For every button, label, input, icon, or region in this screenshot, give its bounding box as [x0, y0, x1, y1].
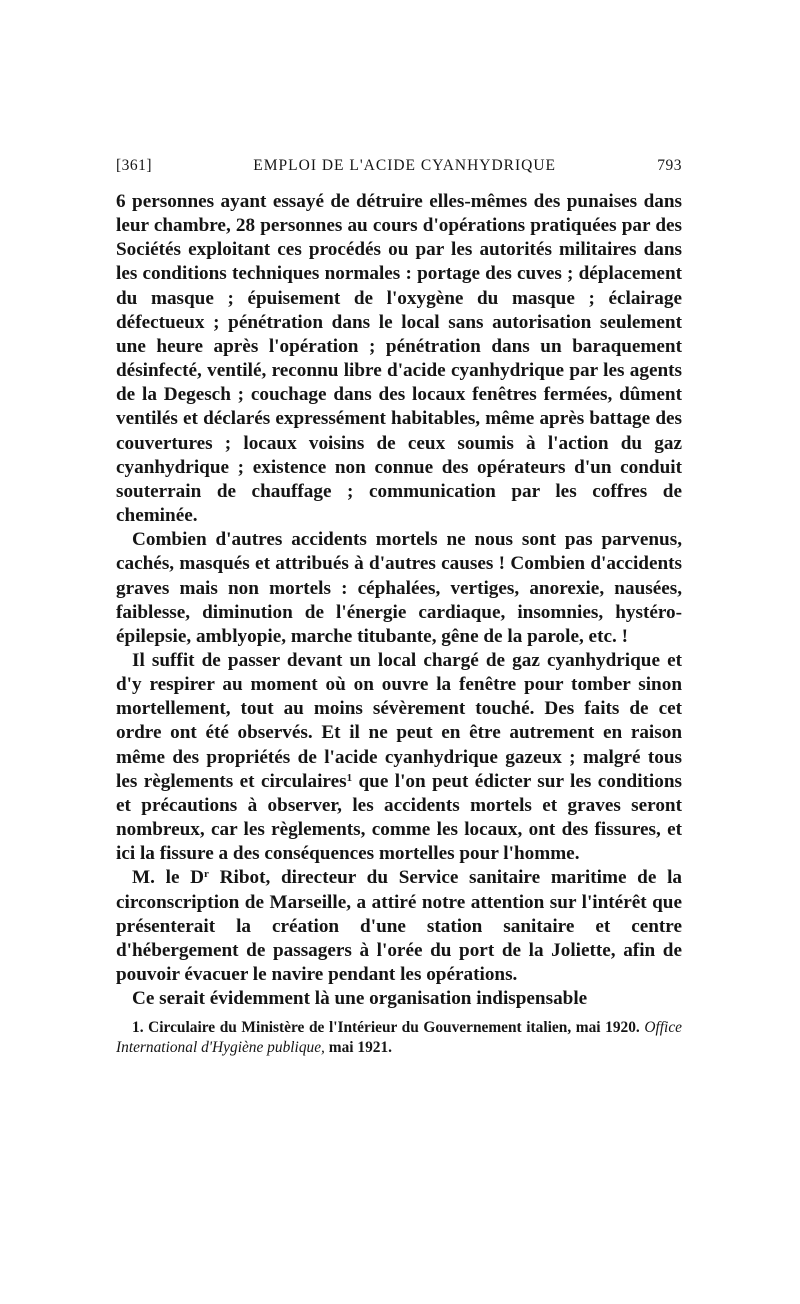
doctor-abbreviation: r [204, 868, 209, 881]
paragraph-4 [116, 866, 682, 987]
paragraph-3-continued: que l'on peut édicter sur les conditions et précautions à observer, les accidents mortels et graves seront nombreux, car les règlements, comme les locaux, ont des fissures, et ici la fissure a des conséquences mortelles pour l'homme. [116, 770, 682, 865]
paragraph-4-lead: M. le D [132, 867, 205, 889]
page-number: 793 [657, 157, 682, 174]
book-page [116, 155, 682, 1058]
footnote-date: mai 1921. [328, 1039, 393, 1057]
paragraph-3-text: Il suffit de passer devant un local chargé de gaz cyanhydrique et d'y respirer au moment où on ouvre la fenêtre pour tomber sinon mortellement, tout au moins sévèrement touché. Des faits de cet ordre ont été observés. Et il ne peut en être autrement en raison même des propriétés de l'acide cyanhydrique gazeux ; malgré tous les règlements et circulaires [116, 649, 682, 792]
footnote-marker: 1 [346, 771, 353, 784]
paragraph-5: Ce serait évidemment là une organisation indispensable [132, 988, 588, 1010]
page-reference: [361] [116, 157, 153, 174]
footnote [116, 1018, 682, 1058]
footnote-number: 1. [132, 1019, 144, 1037]
body-text [116, 190, 682, 1011]
chapter-title: EMPLOI DE L'ACIDE CYANHYDRIQUE [253, 157, 557, 174]
running-head [116, 155, 682, 177]
footnote-source: Office International d'Hygiène publique, [116, 1019, 682, 1057]
paragraph-3 [116, 649, 682, 866]
footnote-text: Circulaire du Ministère de l'Intérieur du Gouvernement italien, mai 1920. [148, 1019, 640, 1037]
paragraph-4-text: Ribot, directeur du Service sanitaire maritime de la circonscription de Marseille, a attiré notre attention sur l'intérêt que présenterait la création d'une station sanitaire et centre d'hébergement de passagers à l'orée du port de la Joliette, afin de pouvoir évacuer le navire pendant les opérations. [116, 867, 682, 985]
paragraph-1: 6 personnes ayant essayé de détruire elles-mêmes des punaises dans leur chambre, 28 personnes au cours d'opérations pratiquées par des Sociétés exploitant ces procédés ou par les autorités militaires dans les conditions techniques normales : portage des cuves ; déplacement du masque ; épuisement de l'oxygène du masque ; éclairage défectueux ; pénétration dans le local sans autorisation seulement une heure après l'opération ; pénétration dans un baraquement désinfecté, ventilé, reconnu libre d'acide cyanhydrique par les agents de la Degesch ; couchage dans des locaux fenêtres fermées, dûment ventilés et déclarés expressément habitables, même après battage des couvertures ; locaux voisins de ceux soumis à l'action du gaz cyanhydrique ; existence non connue des opérateurs d'un conduit souterrain de chauffage ; communication par les coffres de cheminée. [116, 191, 682, 527]
paragraph-2: Combien d'autres accidents mortels ne nous sont pas parvenus, cachés, masqués et attribués à d'autres causes ! Combien d'accidents graves mais non mortels : céphalées, vertiges, anorexie, nausées, faiblesse, diminution de l'énergie cardiaque, insomnies, hystéro-épilepsie, amblyopie, marche titubante, gêne de la parole, etc. ! [116, 529, 682, 647]
